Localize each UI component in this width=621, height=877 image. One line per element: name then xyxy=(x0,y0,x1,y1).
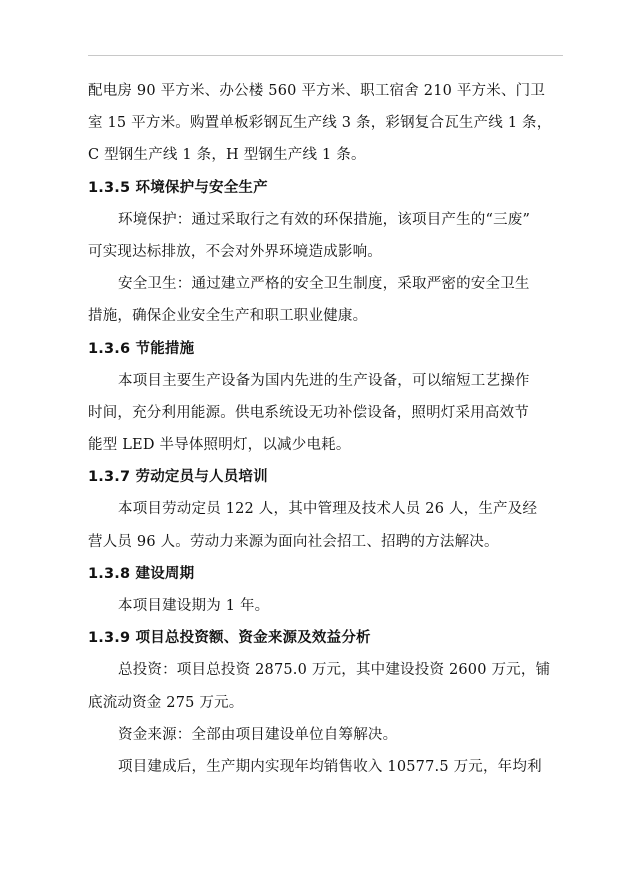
paragraph-construction-period: 本项目建设期为 1 年。 xyxy=(118,598,270,614)
paragraph-benefit-analysis: 项目建成后，生产期内实现年均销售收入 10577.5 万元，年均利 xyxy=(118,758,542,775)
section-heading-1-3-7: 1.3.7 劳动定员与人员培训 xyxy=(88,469,268,486)
paragraph-staffing: 本项目劳动定员 122 人，其中管理及技术人员 26 人，生产及经 xyxy=(118,501,538,518)
body-text-line: 时间，充分利用能源。供电系统设无功补偿设备，照明灯采用高效节 xyxy=(88,404,529,421)
body-text-line: 措施，确保企业安全生产和职工职业健康。 xyxy=(88,308,368,325)
header-rule xyxy=(88,55,563,56)
body-text-line: 可实现达标排放，不会对外界环境造成影响。 xyxy=(88,243,382,260)
section-heading-1-3-9: 1.3.9 项目总投资额、资金来源及效益分析 xyxy=(88,630,371,647)
document-body xyxy=(88,75,563,783)
paragraph-safety-hygiene: 安全卫生：通过建立严格的安全卫生制度，采取严密的安全卫生 xyxy=(118,276,530,293)
body-text-line: 室 15 平方米。购置单板彩钢瓦生产线 3 条，彩钢复合瓦生产线 1 条， xyxy=(88,115,552,132)
paragraph-funding-source: 资金来源：全部由项目建设单位自筹解决。 xyxy=(118,726,398,743)
body-text-line: 能型 LED 半导体照明灯，以减少电耗。 xyxy=(88,437,351,454)
paragraph-total-investment: 总投资：项目总投资 2875.0 万元，其中建设投资 2600 万元，铺 xyxy=(118,662,551,679)
section-heading-1-3-5: 1.3.5 环境保护与安全生产 xyxy=(88,179,268,196)
section-heading-1-3-6: 1.3.6 节能措施 xyxy=(88,340,195,357)
body-text-line: C 型钢生产线 1 条，H 型钢生产线 1 条。 xyxy=(88,147,366,164)
body-text-line: 配电房 90 平方米、办公楼 560 平方米、职工宿舍 210 平方米、门卫 xyxy=(88,83,546,99)
body-text-line: 底流动资金 275 万元。 xyxy=(88,694,244,711)
section-heading-1-3-8: 1.3.8 建设周期 xyxy=(88,565,195,582)
body-text-line: 营人员 96 人。劳动力来源为面向社会招工、招聘的方法解决。 xyxy=(88,533,499,550)
paragraph-energy-saving: 本项目主要生产设备为国内先进的生产设备，可以缩短工艺操作 xyxy=(118,372,530,389)
paragraph-environmental-protection: 环境保护：通过采取行之有效的环保措施，该项目产生的“三废” xyxy=(118,211,531,228)
